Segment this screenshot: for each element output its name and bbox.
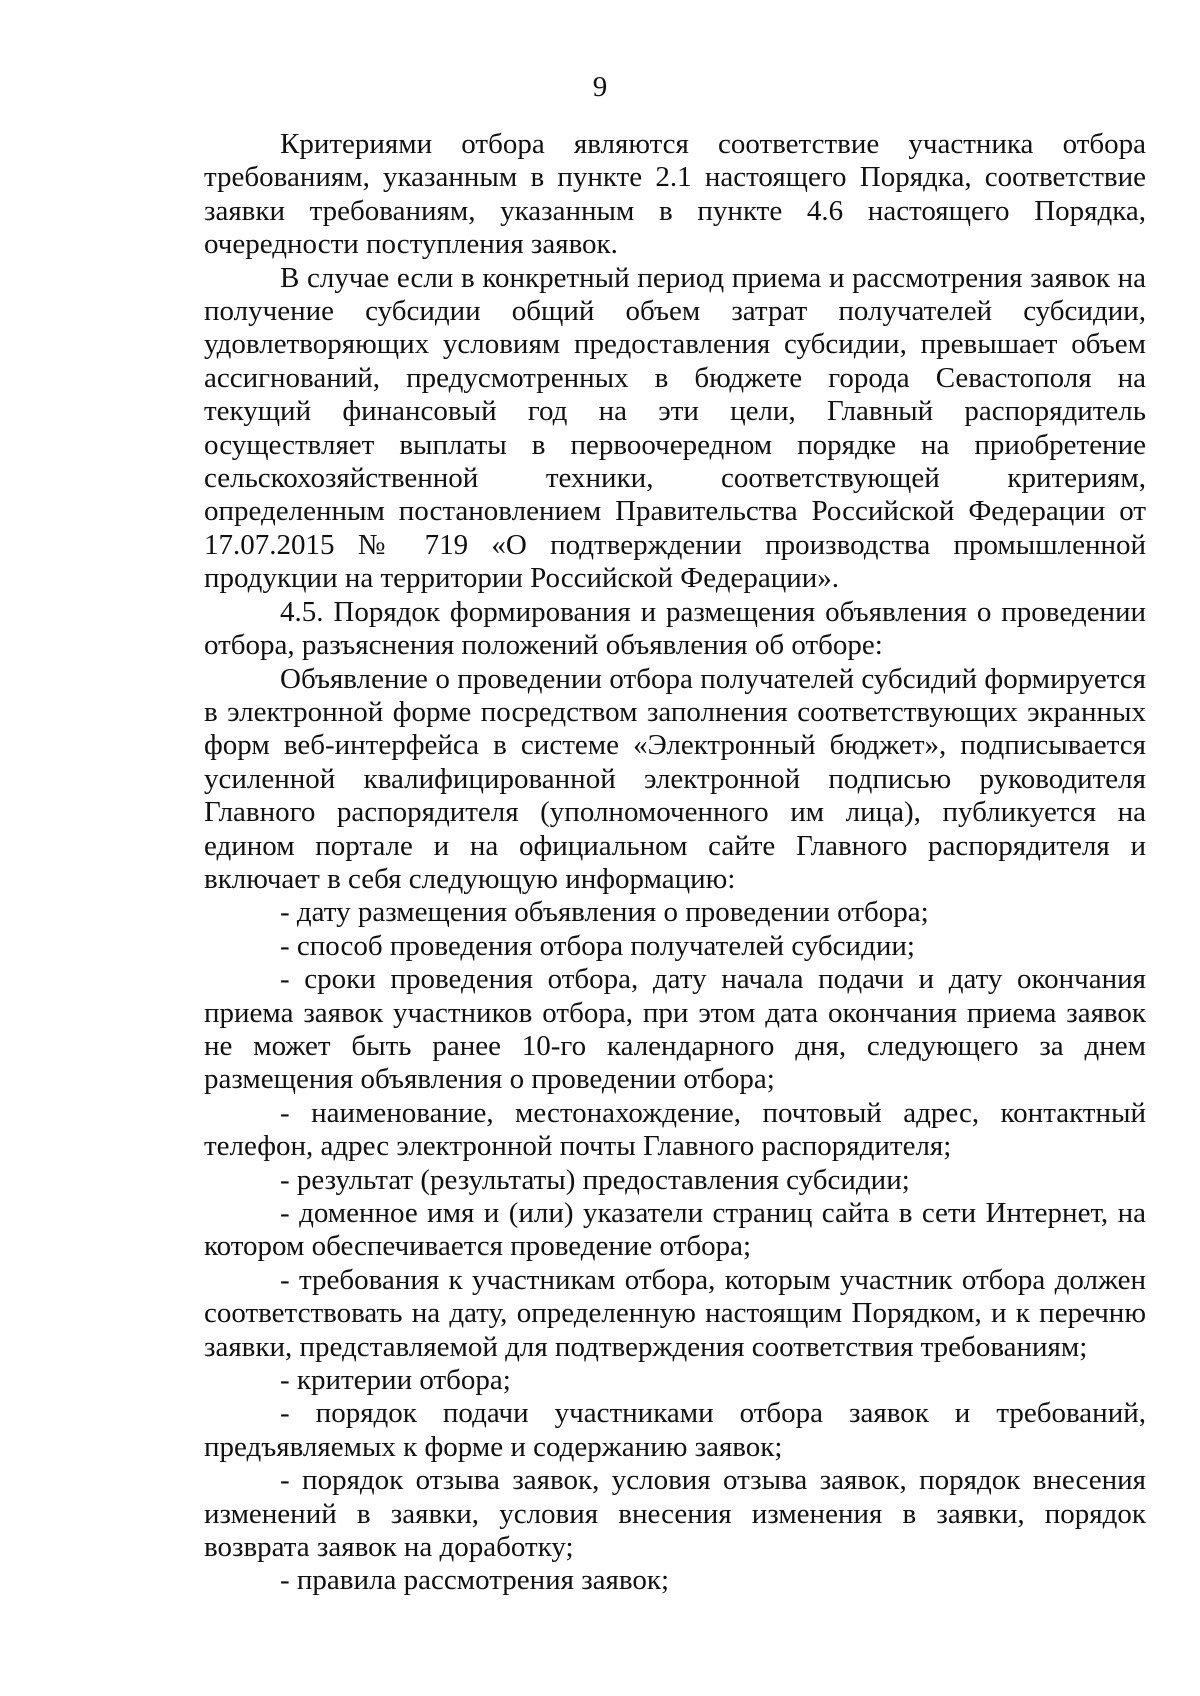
paragraph-selection-criteria: Критериями отбора являются соответствие участника отбора требованиям, указанным в пункте 2.1 настоящего Порядка, соответствие заявки требованиям, указанным в пункте 4.6 настоящего Порядка, очередности поступления заявок. bbox=[204, 128, 1146, 261]
paragraph-insufficient-funds: В случае если в конкретный период приема и рассмотрения заявок на получение субсидии общий объем затрат получателей субсидии, удовлетворяющих условиям предоставления субсидии, превышает объем ассигнований, предусмотренных в бюджете города Севастополя на текущий финансовый год на эти цели, Главный распорядитель осуществляет выплаты в первоочередном порядке на приобретение сельскохозяйственной техники, соответствующей критериям, определенным постановлением Правительства Российской Федерации от 17.07.2015 № 719 «О подтверждении производства промышленной продукции на территории Российской Федерации». bbox=[204, 261, 1146, 595]
page-number: 9 bbox=[592, 71, 608, 103]
list-item: - порядок отзыва заявок, условия отзыва заявок, порядок внесения изменений в заявки, условия внесения изменения в заявки, порядок возврата заявок на доработку; bbox=[204, 1464, 1146, 1564]
list-item: - сроки проведения отбора, дату начала подачи и дату окончания приема заявок участников отбора, при этом дата окончания приема заявок не может быть ранее 10-го календарного дня, следующего за днем размещения объявления о проведении отбора; bbox=[204, 963, 1146, 1096]
list-item: - доменное имя и (или) указатели страниц сайта в сети Интернет, на котором обеспечивается проведение отбора; bbox=[204, 1197, 1146, 1263]
list-item: - критерии отбора; bbox=[280, 1364, 511, 1397]
list-item: - требования к участникам отбора, которым участник отбора должен соответствовать на дату, определенную настоящим Порядком, и к перечню заявки, представляемой для подтверждения соответствия требованиям; bbox=[204, 1263, 1146, 1363]
list-item: - дату размещения объявления о проведении отбора; bbox=[280, 896, 929, 929]
list-item: - порядок подачи участниками отбора заявок и требований, предъявляемых к форме и содержанию заявок; bbox=[204, 1397, 1146, 1463]
list-item: - способ проведения отбора получателей субсидии; bbox=[280, 929, 915, 962]
list-item: - результат (результаты) предоставления субсидии; bbox=[280, 1163, 910, 1196]
paragraph-section-4-5: 4.5. Порядок формирования и размещения объявления о проведении отбора, разъяснения положений объявления об отборе: bbox=[204, 595, 1146, 662]
list-item: - правила рассмотрения заявок; bbox=[280, 1564, 670, 1597]
document-body bbox=[204, 128, 1146, 1598]
paragraph-announcement: Объявление о проведении отбора получателей субсидий формируется в электронной форме посредством заполнения соответствующих экранных форм веб-интерфейса в системе «Электронный бюджет», подписывается усиленной квалифицированной электронной подписью руководителя Главного распорядителя (уполномоченного им лица), публикуется на едином портале и на официальном сайте Главного распорядителя и включает в себя следующую информацию: bbox=[204, 662, 1146, 895]
list-item: - наименование, местонахождение, почтовый адрес, контактный телефон, адрес электронной почты Главного распорядителя; bbox=[204, 1096, 1146, 1163]
